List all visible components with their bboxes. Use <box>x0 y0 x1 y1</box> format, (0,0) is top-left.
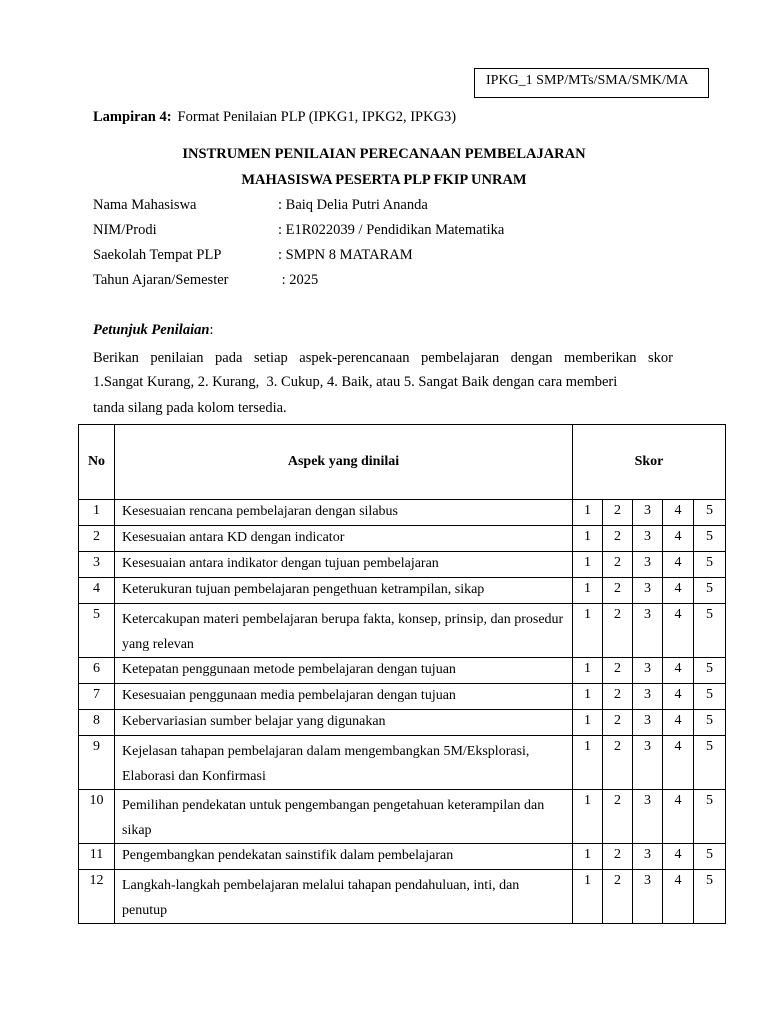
score-cell-1[interactable]: 1 <box>573 578 603 604</box>
petunjuk-line-1: Berikan penilaian pada setiap aspek-perencanaan pembelajaran dengan memberikan skor <box>93 350 673 366</box>
score-cell-2[interactable]: 2 <box>603 710 633 736</box>
score-cell-1[interactable]: 1 <box>573 604 603 658</box>
row-aspek: Langkah-langkah pembelajaran melalui tahapan pendahuluan, inti, dan penutup <box>115 870 573 924</box>
score-cell-5[interactable]: 5 <box>694 736 726 790</box>
table-row <box>79 870 726 924</box>
score-cell-3[interactable]: 3 <box>633 684 663 710</box>
header-no: No <box>79 425 115 500</box>
row-number: 6 <box>79 658 115 684</box>
info-label: Tahun Ajaran/Semester <box>93 272 229 288</box>
petunjuk-line-2: 1.Sangat Kurang, 2. Kurang, 3. Cukup, 4. Baik, atau 5. Sangat Baik dengan cara memberi <box>93 374 618 390</box>
document-title-line1: INSTRUMEN PENILAIAN PERECANAAN PEMBELAJARAN <box>182 146 586 162</box>
info-value: : SMPN 8 MATARAM <box>278 247 413 263</box>
row-aspek: Kejelasan tahapan pembelajaran dalam mengembangkan 5M/Eksplorasi, Elaborasi dan Konfirmasi <box>115 736 573 790</box>
score-cell-1[interactable]: 1 <box>573 736 603 790</box>
score-cell-3[interactable]: 3 <box>633 790 663 844</box>
score-cell-4[interactable]: 4 <box>663 658 694 684</box>
score-cell-3[interactable]: 3 <box>633 526 663 552</box>
score-cell-4[interactable]: 4 <box>663 790 694 844</box>
score-cell-5[interactable]: 5 <box>694 604 726 658</box>
table-row <box>79 790 726 844</box>
row-number: 10 <box>79 790 115 844</box>
row-number: 12 <box>79 870 115 924</box>
row-number: 1 <box>79 500 115 526</box>
score-cell-2[interactable]: 2 <box>603 790 633 844</box>
row-aspek: Pemilihan pendekatan untuk pengembangan pengetahuan keterampilan dan sikap <box>115 790 573 844</box>
score-cell-5[interactable]: 5 <box>694 500 726 526</box>
row-number: 4 <box>79 578 115 604</box>
score-cell-4[interactable]: 4 <box>663 710 694 736</box>
row-aspek: Keterukuran tujuan pembelajaran pengethuan ketrampilan, sikap <box>115 578 573 604</box>
table-row <box>79 844 726 870</box>
score-cell-3[interactable]: 3 <box>633 500 663 526</box>
info-label: NIM/Prodi <box>93 222 157 238</box>
lampiran-label: Lampiran 4: <box>93 109 172 125</box>
petunjuk-colon: : <box>209 322 214 338</box>
row-number: 8 <box>79 710 115 736</box>
score-cell-2[interactable]: 2 <box>603 500 633 526</box>
score-cell-5[interactable]: 5 <box>694 870 726 924</box>
score-cell-5[interactable]: 5 <box>694 658 726 684</box>
score-cell-1[interactable]: 1 <box>573 790 603 844</box>
score-cell-2[interactable]: 2 <box>603 684 633 710</box>
score-cell-4[interactable]: 4 <box>663 604 694 658</box>
score-cell-2[interactable]: 2 <box>603 578 633 604</box>
row-number: 2 <box>79 526 115 552</box>
score-cell-4[interactable]: 4 <box>663 844 694 870</box>
table-row <box>79 736 726 790</box>
header-skor: Skor <box>573 425 726 500</box>
info-row-nim <box>93 222 504 239</box>
score-cell-1[interactable]: 1 <box>573 844 603 870</box>
score-cell-4[interactable]: 4 <box>663 578 694 604</box>
score-cell-2[interactable]: 2 <box>603 526 633 552</box>
score-cell-3[interactable]: 3 <box>633 870 663 924</box>
petunjuk-heading <box>93 322 213 339</box>
score-cell-2[interactable]: 2 <box>603 552 633 578</box>
score-cell-4[interactable]: 4 <box>663 526 694 552</box>
table-row <box>79 526 726 552</box>
petunjuk-line-3: tanda silang pada kolom tersedia. <box>93 400 287 416</box>
info-row-sekolah <box>93 247 413 264</box>
score-cell-2[interactable]: 2 <box>603 844 633 870</box>
score-cell-4[interactable]: 4 <box>663 500 694 526</box>
form-code-box: IPKG_1 SMP/MTs/SMA/SMK/MA <box>474 68 709 98</box>
table-body <box>79 500 726 924</box>
score-cell-1[interactable]: 1 <box>573 870 603 924</box>
document-title-line2: MAHASISWA PESERTA PLP FKIP UNRAM <box>241 172 527 188</box>
score-cell-2[interactable]: 2 <box>603 604 633 658</box>
table-row <box>79 578 726 604</box>
row-number: 7 <box>79 684 115 710</box>
petunjuk-label: Petunjuk Penilaian <box>93 322 210 338</box>
score-cell-1[interactable]: 1 <box>573 710 603 736</box>
assessment-table <box>78 424 726 924</box>
score-cell-5[interactable]: 5 <box>694 844 726 870</box>
score-cell-1[interactable]: 1 <box>573 552 603 578</box>
row-number: 9 <box>79 736 115 790</box>
score-cell-5[interactable]: 5 <box>694 710 726 736</box>
info-row-nama <box>93 197 428 214</box>
row-number: 5 <box>79 604 115 658</box>
info-value: : 2025 <box>278 272 319 288</box>
score-cell-3[interactable]: 3 <box>633 604 663 658</box>
table-row <box>79 658 726 684</box>
row-number: 11 <box>79 844 115 870</box>
lampiran-text: Format Penilaian PLP (IPKG1, IPKG2, IPKG3) <box>177 109 457 125</box>
score-cell-4[interactable]: 4 <box>663 552 694 578</box>
info-value: : E1R022039 / Pendidikan Matematika <box>278 222 505 238</box>
row-aspek: Pengembangkan pendekatan sainstifik dalam pembelajaran <box>115 844 573 870</box>
row-aspek: Ketepatan penggunaan metode pembelajaran dengan tujuan <box>115 658 573 684</box>
info-value: : Baiq Delia Putri Ananda <box>278 197 428 213</box>
score-cell-5[interactable]: 5 <box>694 684 726 710</box>
row-number: 3 <box>79 552 115 578</box>
score-cell-1[interactable]: 1 <box>573 684 603 710</box>
info-label: Saekolah Tempat PLP <box>93 247 222 263</box>
score-cell-1[interactable]: 1 <box>573 526 603 552</box>
score-cell-4[interactable]: 4 <box>663 870 694 924</box>
info-label: Nama Mahasiswa <box>93 197 197 213</box>
score-cell-2[interactable]: 2 <box>603 658 633 684</box>
table-header-row <box>79 425 726 500</box>
table-row <box>79 552 726 578</box>
row-aspek: Kesesuaian antara indikator dengan tujuan pembelajaran <box>115 552 573 578</box>
score-cell-5[interactable]: 5 <box>694 526 726 552</box>
score-cell-4[interactable]: 4 <box>663 684 694 710</box>
score-cell-4[interactable]: 4 <box>663 736 694 790</box>
table-row <box>79 710 726 736</box>
score-cell-3[interactable]: 3 <box>633 658 663 684</box>
score-cell-3[interactable]: 3 <box>633 710 663 736</box>
table-row <box>79 684 726 710</box>
score-cell-2[interactable]: 2 <box>603 870 633 924</box>
score-cell-3[interactable]: 3 <box>633 844 663 870</box>
table-row <box>79 500 726 526</box>
score-cell-2[interactable]: 2 <box>603 736 633 790</box>
score-cell-3[interactable]: 3 <box>633 736 663 790</box>
score-cell-1[interactable]: 1 <box>573 500 603 526</box>
row-aspek: Kesesuaian antara KD dengan indicator <box>115 526 573 552</box>
score-cell-3[interactable]: 3 <box>633 578 663 604</box>
score-cell-5[interactable]: 5 <box>694 578 726 604</box>
score-cell-5[interactable]: 5 <box>694 552 726 578</box>
row-aspek: Kesesuaian rencana pembelajaran dengan silabus <box>115 500 573 526</box>
row-aspek: Kesesuaian penggunaan media pembelajaran dengan tujuan <box>115 684 573 710</box>
row-aspek: Ketercakupan materi pembelajaran berupa fakta, konsep, prinsip, dan prosedur yang relevan <box>115 604 573 658</box>
score-cell-3[interactable]: 3 <box>633 552 663 578</box>
table-row <box>79 604 726 658</box>
score-cell-1[interactable]: 1 <box>573 658 603 684</box>
lampiran-line <box>93 109 456 126</box>
row-aspek: Kebervariasian sumber belajar yang digunakan <box>115 710 573 736</box>
score-cell-5[interactable]: 5 <box>694 790 726 844</box>
info-row-tahun <box>93 272 318 289</box>
header-aspek: Aspek yang dinilai <box>115 425 573 500</box>
